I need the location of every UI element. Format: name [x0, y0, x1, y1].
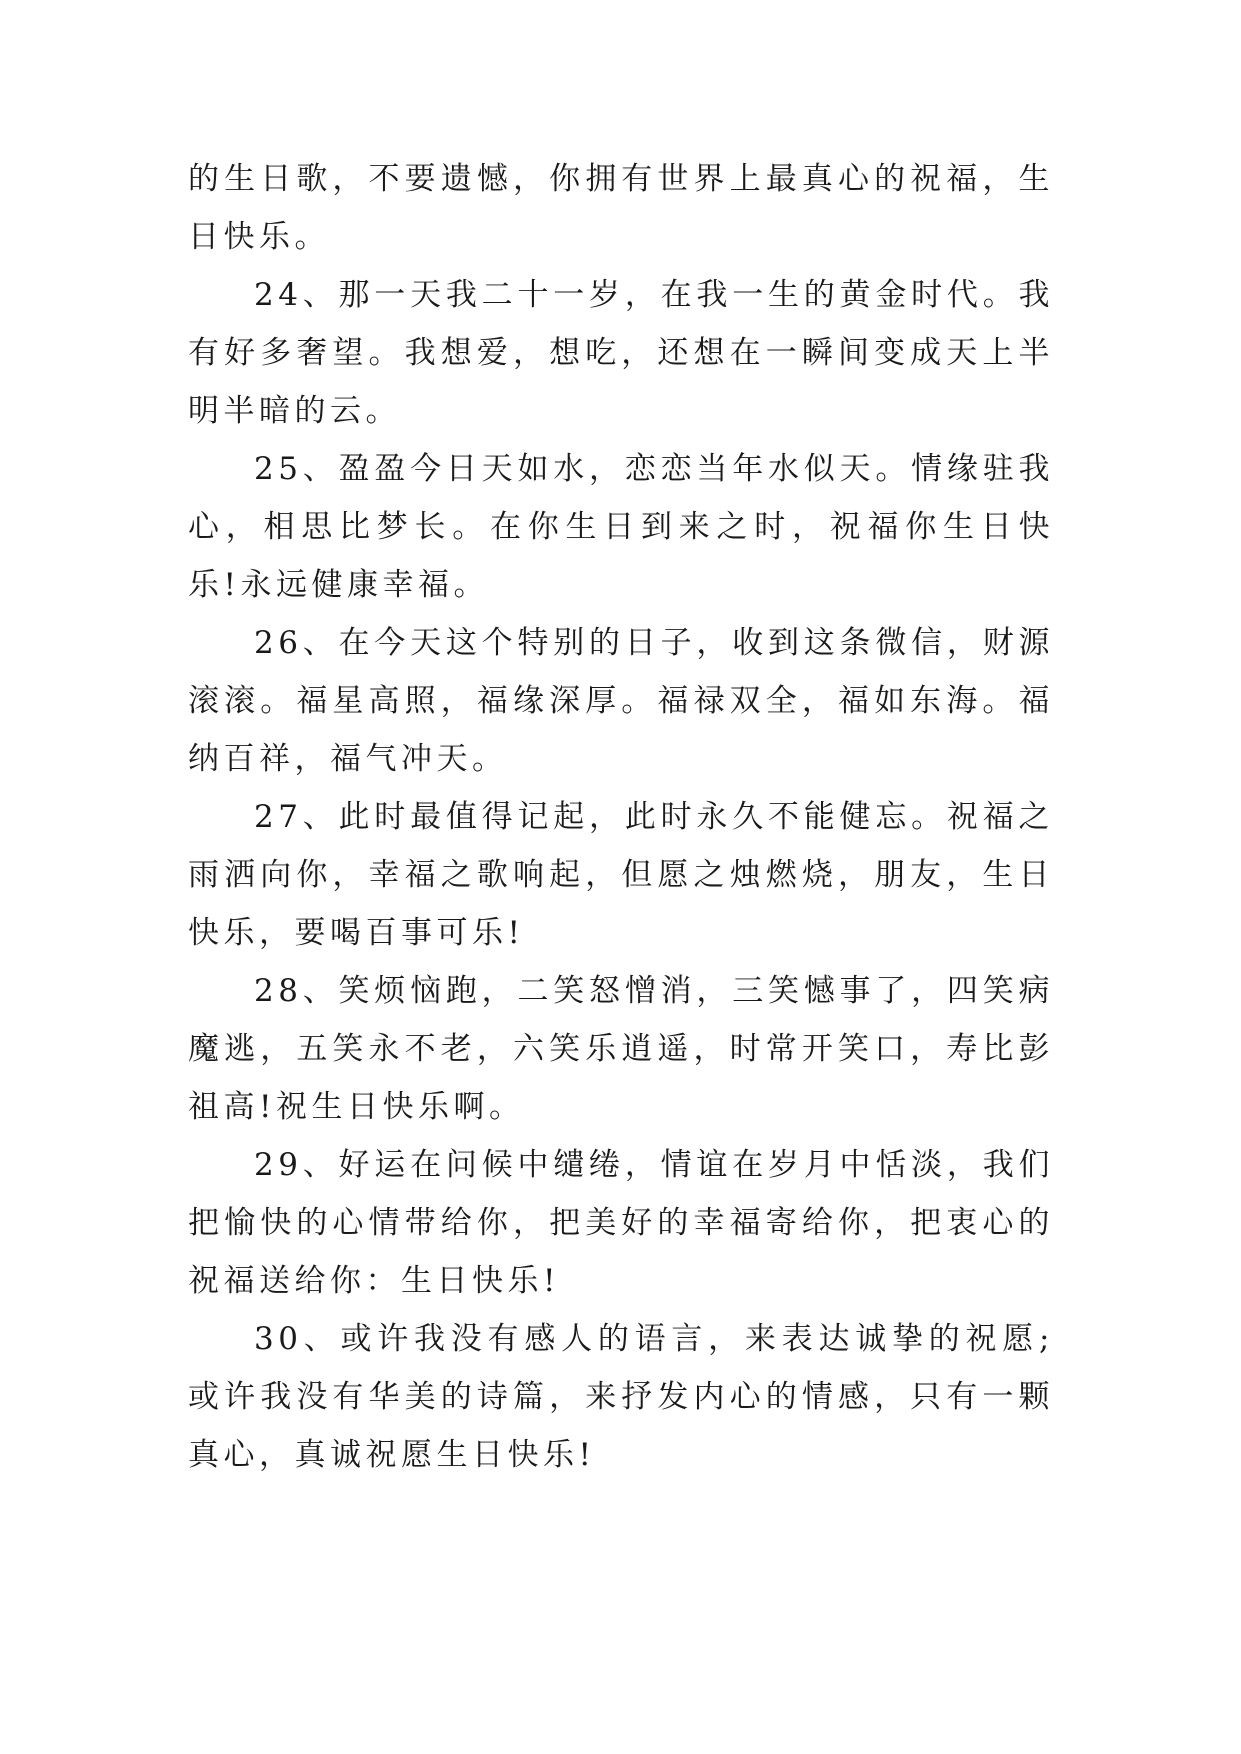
document-body — [188, 150, 1054, 1484]
paragraph-29: 29、好运在问候中缱绻，情谊在岁月中恬淡，我们把愉快的心情带给你，把美好的幸福寄给你，把衷心的祝福送给你：生日快乐! — [188, 1147, 1054, 1299]
paragraph-25: 25、盈盈今日天如水，恋恋当年水似天。情缘驻我心，相思比梦长。在你生日到来之时，祝福你生日快乐!永远健康幸福。 — [188, 451, 1054, 603]
paragraph-continuation: 的生日歌，不要遗憾，你拥有世界上最真心的祝福，生日快乐。 — [188, 161, 1054, 255]
paragraph-30: 30、或许我没有感人的语言，来表达诚挚的祝愿;或许我没有华美的诗篇，来抒发内心的情感，只有一颗真心，真诚祝愿生日快乐! — [188, 1321, 1054, 1473]
paragraph-28: 28、笑烦恼跑，二笑怒憎消，三笑憾事了，四笑病魔逃，五笑永不老，六笑乐逍遥，时常开笑口，寿比彭祖高!祝生日快乐啊。 — [188, 973, 1054, 1125]
paragraph-26: 26、在今天这个特别的日子，收到这条微信，财源滚滚。福星高照，福缘深厚。福禄双全，福如东海。福纳百祥，福气冲天。 — [188, 625, 1054, 777]
paragraph-27: 27、此时最值得记起，此时永久不能健忘。祝福之雨洒向你，幸福之歌响起，但愿之烛燃烧，朋友，生日快乐，要喝百事可乐! — [188, 799, 1054, 951]
paragraph-24: 24、那一天我二十一岁，在我一生的黄金时代。我有好多奢望。我想爱，想吃，还想在一瞬间变成天上半明半暗的云。 — [188, 277, 1054, 429]
